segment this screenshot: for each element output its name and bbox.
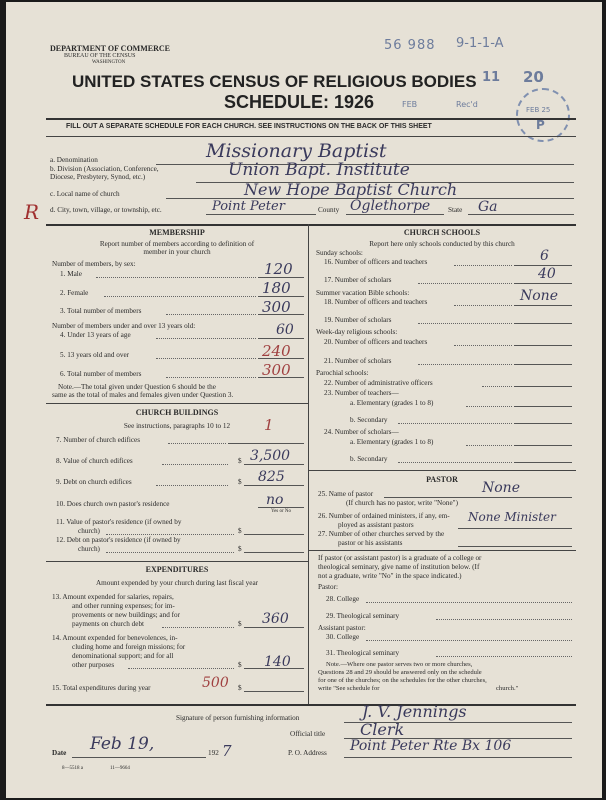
q5-dots (156, 358, 256, 359)
date-label: Date (52, 749, 67, 757)
q27-line (458, 546, 572, 547)
pastor-sublabel: Pastor: (318, 583, 338, 591)
schools-rule (308, 470, 576, 471)
form-code: 8—5518 a (62, 766, 83, 771)
q19-label: 19. Number of scholars (324, 316, 392, 324)
q24b-dots (398, 462, 512, 463)
q9-dots (156, 485, 228, 486)
q24a-line (514, 445, 572, 446)
q8-value: 3,500 (250, 448, 291, 464)
date-value: Feb 19, (90, 734, 155, 754)
q25-value: None (482, 480, 520, 496)
q1-label: 1. Male (60, 270, 82, 278)
location-label: WASHINGTON (92, 60, 126, 65)
denomination-value: Missionary Baptist (206, 140, 387, 162)
q5-value: 240 (262, 342, 291, 360)
q23-label: 23. Number of teachers— (324, 389, 399, 397)
q7-dots (168, 443, 226, 444)
q12-label-a: 12. Debt on pastor's residence (if owned by (56, 536, 181, 544)
q12-dots (106, 552, 234, 553)
division-value: Union Bapt. Institute (228, 160, 410, 180)
official-title-label: Official title (290, 730, 326, 738)
grad-text-1: If pastor (or assistant pastor) is a graduate of a college or (318, 554, 482, 562)
q14-label-b: cluding home and foreign missions; for (72, 643, 186, 651)
pastor-rule (308, 550, 576, 551)
pastor-note3: for one of the churches; on the schedules for the other churches, (318, 677, 487, 684)
q20-dots (454, 345, 512, 346)
q18-value: None (520, 288, 558, 304)
q17-line (514, 283, 572, 284)
weekday-label: Week-day religious schools: (316, 328, 398, 336)
q22-label: 22. Number of administrative officers (324, 379, 433, 387)
q23a-dots (466, 406, 512, 407)
city-line (206, 214, 316, 215)
age-intro-label: Number of members under and over 13 years old: (52, 322, 196, 330)
q20-label: 20. Number of officers and teachers (324, 338, 428, 346)
q12-line (244, 552, 304, 553)
margin-mark: R (24, 200, 40, 224)
sunday-label: Sunday schools: (316, 249, 363, 257)
q28-dots (366, 602, 572, 603)
q27-label-b: pastor or his assistants (338, 539, 403, 547)
q8-dollar: $ (238, 457, 242, 465)
grad-text-3: not a graduate, write "No" in the space indicated.) (318, 572, 462, 580)
q9-line (244, 485, 304, 486)
q4-value: 60 (276, 322, 294, 338)
expenditures-heading: EXPENDITURES (145, 565, 209, 574)
q13-line (244, 627, 304, 628)
q11-dollar: $ (238, 527, 242, 535)
q25-label: 25. Name of pastor (318, 490, 374, 498)
q5-label: 5. 13 years old and over (60, 351, 130, 359)
q7-label: 7. Number of church edifices (56, 436, 141, 444)
q2-label: 2. Female (60, 289, 89, 297)
q4-label: 4. Under 13 years of age (60, 331, 131, 339)
q7-value: 1 (264, 416, 274, 434)
q14-label-c: denominational support; and for all (72, 652, 174, 660)
instructions-rule (46, 136, 576, 137)
q26-label-a: 26. Number of ordained ministers, if any, em- (318, 512, 450, 520)
q8-line (244, 464, 304, 465)
q9-dollar: $ (238, 478, 242, 486)
q16-label: 16. Number of officers and teachers (324, 258, 428, 266)
official-title-value: Clerk (360, 720, 405, 739)
state-value: Ga (478, 199, 498, 215)
asst-sublabel: Assistant pastor: (318, 624, 366, 632)
q13-dollar: $ (238, 620, 242, 628)
schedule-title: SCHEDULE: 1926 (224, 92, 375, 112)
q7-line (228, 443, 304, 444)
county-value: Oglethorpe (350, 198, 431, 214)
q14-label-a: 14. Amount expended for benevolences, in- (52, 634, 178, 642)
q14-label-d: other purposes (72, 661, 115, 669)
membership-sub1: Report number of members according to definition of (99, 240, 255, 248)
q14-value: 140 (264, 654, 291, 670)
q12-label-b: church) (78, 545, 100, 553)
local-name-value: New Hope Baptist Church (244, 180, 458, 199)
city-label: d. City, town, village, or township, etc. (50, 206, 162, 214)
q18-label: 18. Number of officers and teachers (324, 298, 428, 306)
stamp-11: 11 (482, 70, 501, 85)
q20-line (514, 345, 572, 346)
q3-label: 3. Total number of members (60, 307, 142, 315)
membership-note2: same as the total of males and females given under Question 3. (52, 391, 234, 399)
q23b-line (514, 423, 572, 424)
q1-dots (96, 277, 256, 278)
q14-dollar: $ (238, 661, 242, 669)
bureau-label: BUREAU OF THE CENSUS (64, 53, 136, 59)
pastor-note4: write "See schedule for (318, 685, 380, 692)
membership-sub2: member in your church (143, 248, 211, 256)
q1-value: 120 (264, 260, 293, 278)
grid-bottom-rule (46, 704, 576, 706)
q31-dots (436, 656, 572, 657)
q19-line (514, 323, 572, 324)
q12-dollar: $ (238, 545, 242, 553)
address-line (344, 757, 572, 758)
q6-dots (166, 377, 256, 378)
q29-dots (436, 619, 572, 620)
buildings-rule (46, 561, 308, 562)
q14-dots (128, 668, 234, 669)
signature-label: Signature of person furnishing information (176, 714, 300, 722)
stamp-number: 56 988 (384, 38, 436, 53)
round-received-stamp (516, 88, 570, 142)
q30-dots (366, 640, 572, 641)
address-label: P. O. Address (288, 749, 327, 757)
q13-dots (162, 627, 234, 628)
q16-value: 6 (540, 248, 549, 264)
q27-label-a: 27. Number of other churches served by the (318, 530, 445, 538)
q13-label-c: provements or new buildings; and for (72, 611, 180, 619)
schools-heading: CHURCH SCHOOLS (403, 228, 481, 237)
q26-label-b: ployed as assistant pastors (338, 521, 414, 529)
year-prefix: 192 (208, 749, 219, 757)
q26-line (458, 528, 572, 529)
date-line (72, 757, 206, 758)
q8-dots (162, 464, 228, 465)
q2-value: 180 (262, 279, 291, 297)
header-rule (46, 118, 576, 120)
stamp-20: 20 (523, 68, 544, 86)
form-title: UNITED STATES CENSUS OF RELIGIOUS BODIES (72, 72, 477, 91)
q10-label: 10. Does church own pastor's residence (56, 500, 170, 508)
q9-value: 825 (258, 469, 285, 485)
q10-value: no (266, 492, 284, 508)
q25-line (384, 497, 572, 498)
address-value: Point Peter Rte Bx 106 (350, 738, 512, 754)
q11-dots (106, 534, 234, 535)
q13-value: 360 (262, 611, 289, 627)
q6-label: 6. Total number of members (60, 370, 142, 378)
q17-dots (418, 283, 512, 284)
pastor-note1: Note.—Where one pastor serves two or more churches, (326, 661, 473, 668)
q13-label-b: and other running expenses; for im- (72, 602, 175, 610)
q29-label: 29. Theological seminary (326, 612, 400, 620)
q19-dots (418, 323, 512, 324)
q17-label: 17. Number of scholars (324, 276, 392, 284)
q21-dots (418, 364, 512, 365)
q24a-dots (466, 445, 512, 446)
column-divider (308, 224, 309, 704)
q15-label: 15. Total expenditures during year (52, 684, 151, 692)
by-sex-label: Number of members, by sex: (52, 260, 136, 268)
parochial-label: Parochial schools: (316, 369, 369, 377)
state-label: State (448, 206, 463, 214)
q15-dollar: $ (238, 684, 242, 692)
q31-label: 31. Theological seminary (326, 649, 400, 657)
q11-label-b: church) (78, 527, 100, 535)
q13-label-a: 13. Amount expended for salaries, repairs, (52, 593, 174, 601)
q6-value: 300 (262, 361, 291, 379)
q23b-dots (398, 423, 512, 424)
division-label: b. Division (Association, Conference, Diocese, Presbytery, Synod, etc.) (50, 165, 159, 181)
summer-label: Summer vacation Bible schools: (316, 289, 410, 297)
county-label: County (318, 206, 340, 214)
pastor-note2: Questions 28 and 29 should be answered only on the schedule (318, 669, 482, 676)
q18-dots (454, 305, 512, 306)
q3-dots (166, 314, 256, 315)
membership-note1: Note.—The total given under Question 6 should be the (58, 383, 216, 391)
q24b-label: b. Secondary (350, 455, 388, 463)
q17-value: 40 (538, 266, 556, 282)
instructions-line: FILL OUT A SEPARATE SCHEDULE FOR EACH CHURCH. SEE INSTRUCTIONS ON THE BACK OF THIS SHEET (66, 123, 432, 130)
q24a-label: a. Elementary (grades 1 to 8) (350, 438, 434, 446)
q13-label-d: payments on church debt (72, 620, 145, 628)
q28-label: 28. College (326, 595, 360, 603)
grid-top-rule (46, 224, 576, 226)
q24-label: 24. Number of scholars— (324, 428, 399, 436)
county-line (346, 214, 444, 215)
q23b-label: b. Secondary (350, 416, 388, 424)
q25-hint: (If church has no pastor, write "None") (346, 499, 458, 507)
membership-rule (46, 403, 308, 404)
q24b-line (514, 462, 572, 463)
schools-sub: Report here only schools conducted by this church (369, 240, 515, 248)
expenditures-sub: Amount expended by your church during last fiscal year (95, 579, 259, 587)
pastor-note4b: church." (496, 685, 519, 692)
pastor-heading: PASTOR (426, 475, 458, 484)
q15-line (244, 691, 304, 692)
stamp-feb: FEB (402, 100, 418, 109)
q23a-label: a. Elementary (grades 1 to 8) (350, 399, 434, 407)
stamp-code: 9-1-1-A (456, 36, 504, 51)
q18-line (514, 305, 572, 306)
round-stamp-letter: P (536, 118, 545, 132)
stamp-recd: Rec'd (456, 100, 478, 109)
signature-value: J. V. Jennings (362, 702, 467, 721)
q30-label: 30. College (326, 633, 360, 641)
yes-no-hint: Yes or No (270, 509, 292, 514)
q15-value: 500 (202, 675, 229, 691)
q4-line (258, 338, 304, 339)
membership-heading: MEMBERSHIP (149, 228, 205, 237)
local-name-label: c. Local name of church (50, 190, 120, 198)
denomination-label: a. Denomination (50, 156, 98, 164)
q4-dots (156, 338, 256, 339)
round-stamp-date: FEB 25 (526, 106, 551, 114)
q21-label: 21. Number of scholars (324, 357, 392, 365)
q11-line (244, 534, 304, 535)
buildings-sub: See instructions, paragraphs 10 to 12 (123, 422, 231, 430)
q22-dots (482, 386, 512, 387)
q23a-line (514, 406, 572, 407)
q16-dots (454, 265, 512, 266)
q2-dots (104, 296, 256, 297)
q11-label-a: 11. Value of pastor's residence (if owned by (56, 518, 182, 526)
city-value: Point Peter (212, 199, 285, 214)
q26-value: None Minister (468, 510, 556, 524)
q9-label: 9. Debt on church edifices (56, 478, 132, 486)
q8-label: 8. Value of church edifices (56, 457, 133, 465)
form-code-2: 11—9664 (110, 766, 130, 771)
year-value: 7 (222, 742, 232, 760)
q21-line (514, 364, 572, 365)
buildings-heading: CHURCH BUILDINGS (135, 408, 219, 417)
census-schedule-page (6, 2, 602, 798)
q3-value: 300 (262, 298, 291, 316)
q22-line (514, 386, 572, 387)
department-label: DEPARTMENT OF COMMERCE (50, 44, 171, 53)
grad-text-2: theological seminary, give name of institution below. (If (318, 563, 480, 571)
